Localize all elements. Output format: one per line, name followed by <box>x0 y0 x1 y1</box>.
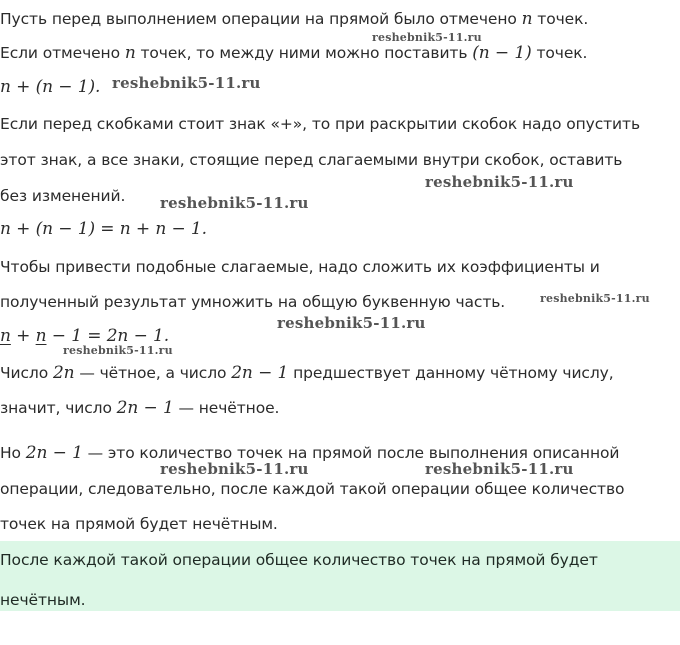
math-expression: n + (n − 1) = n + n − 1. <box>0 219 207 239</box>
watermark: reshebnik5-11.ru <box>425 173 574 191</box>
text: точек. <box>536 44 588 62</box>
text-line-2 <box>0 42 587 64</box>
answer-line-2: нечётным. <box>0 591 86 609</box>
text: Число <box>0 364 49 382</box>
text-line-9 <box>0 362 614 384</box>
math-term: n <box>35 326 47 346</box>
text: точек, то между ними можно поставить <box>140 44 468 62</box>
text-line-4: Если перед скобками стоит знак «+», то при раскрытии скобок надо опустить <box>0 115 640 133</box>
text: — нечётное. <box>178 399 280 417</box>
text: предшествует данному чётному числу, <box>293 364 614 382</box>
math-expression: 2n − 1 <box>116 398 174 418</box>
text: — это количество точек на прямой после выполнения описанной <box>87 444 620 462</box>
text: Если отмечено <box>0 44 120 62</box>
watermark: reshebnik5-11.ru <box>540 292 650 305</box>
text-line-12: операции, следовательно, после каждой такой операции общее количество <box>0 480 625 498</box>
math-expression: − 1 = 2n − 1. <box>46 326 170 346</box>
text: — чётное, а число <box>79 364 227 382</box>
watermark: reshebnik5-11.ru <box>160 194 309 212</box>
text: Пусть перед выполнением операции на прямой было отмечено <box>0 10 517 28</box>
math-expression: 2n − 1 <box>25 443 83 463</box>
text-line-6: без изменений. <box>0 187 126 205</box>
text-line-8: полученный результат умножить на общую буквенную часть. <box>0 293 506 311</box>
watermark: reshebnik5-11.ru <box>372 31 482 44</box>
text-line-7: Чтобы привести подобные слагаемые, надо сложить их коэффициенты и <box>0 258 600 276</box>
math-expression: 2n <box>52 363 75 383</box>
text: точек. <box>537 10 589 28</box>
text-line-5: этот знак, а все знаки, стоящие перед слагаемыми внутри скобок, оставить <box>0 151 623 169</box>
math-operator: + <box>10 326 36 346</box>
math-expression: n + (n − 1). <box>0 77 101 97</box>
answer-line-1: После каждой такой операции общее количество точек на прямой будет <box>0 551 598 569</box>
watermark: reshebnik5-11.ru <box>112 74 261 92</box>
math-variable: n <box>124 43 136 63</box>
math-expression: (n − 1) <box>472 43 532 63</box>
watermark: reshebnik5-11.ru <box>63 344 173 357</box>
math-variable: n <box>521 9 533 29</box>
watermark: reshebnik5-11.ru <box>277 314 426 332</box>
watermark: reshebnik5-11.ru <box>425 460 574 478</box>
math-line-1 <box>0 76 100 98</box>
answer-box <box>0 541 680 611</box>
math-expression: 2n − 1 <box>231 363 289 383</box>
math-line-2 <box>0 218 207 240</box>
text: значит, число <box>0 399 112 417</box>
text-line-1 <box>0 8 588 30</box>
text: Но <box>0 444 21 462</box>
watermark: reshebnik5-11.ru <box>160 460 309 478</box>
text-line-13: точек на прямой будет нечётным. <box>0 515 278 533</box>
text-line-10 <box>0 397 279 419</box>
math-term: n <box>0 326 11 346</box>
